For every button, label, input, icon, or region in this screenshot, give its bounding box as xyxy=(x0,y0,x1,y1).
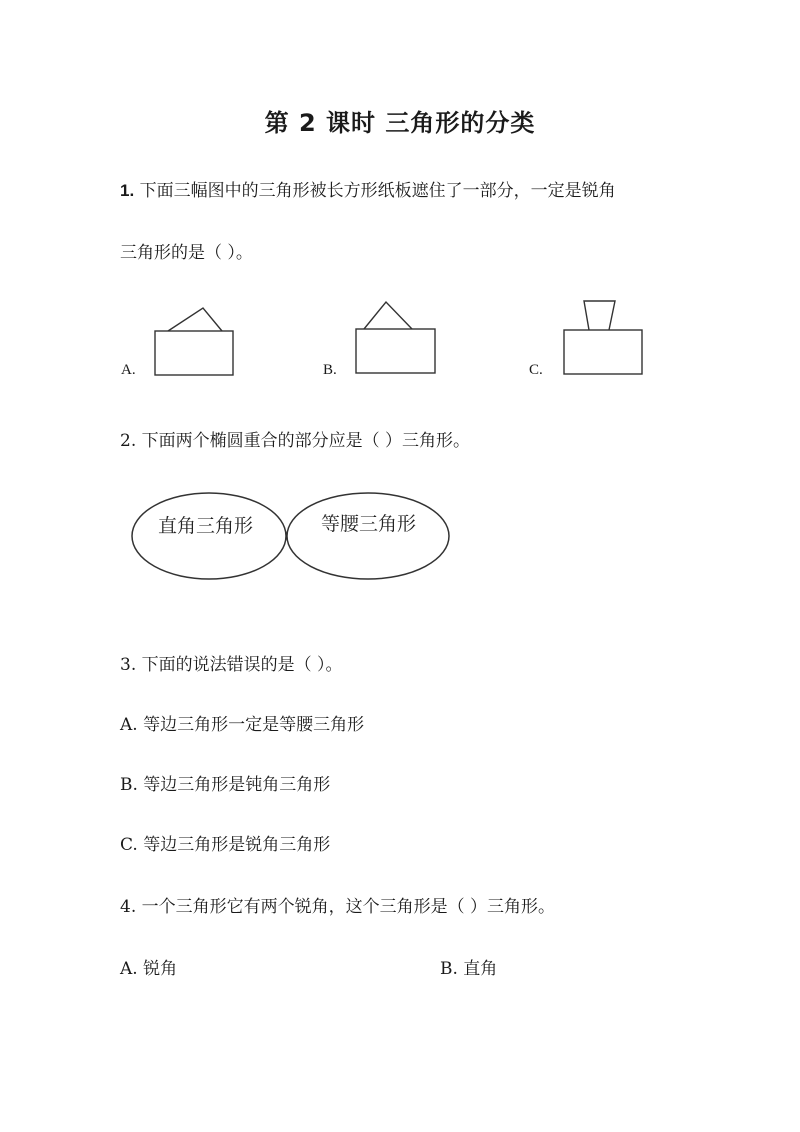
question-2-text: 2. 下面两个椭圆重合的部分应是（ ）三角形。 xyxy=(120,431,471,451)
card-a xyxy=(155,331,233,375)
question-1-line-2: 三角形的是（ ）。 xyxy=(120,243,253,263)
option-c-label: C. xyxy=(529,362,543,378)
question-4-text: 4. 一个三角形它有两个锐角，这个三角形是（ ）三角形。 xyxy=(120,897,556,917)
card-b xyxy=(356,329,435,373)
card-c xyxy=(564,330,642,374)
triangle-c xyxy=(584,301,615,330)
question-4-option-a: A. 锐角 xyxy=(120,959,178,979)
question-3-option-a: A. 等边三角形一定是等腰三角形 xyxy=(120,715,365,735)
question-1-text: 下面三幅图中的三角形被长方形纸板遮住了一部分，一定是锐角 xyxy=(139,181,616,201)
triangle-a xyxy=(168,308,222,331)
venn-diagram xyxy=(128,488,458,588)
page-title: 第 2 课时 三角形的分类 xyxy=(264,109,536,137)
question-3-option-c: C. 等边三角形是锐角三角形 xyxy=(120,835,331,855)
triangle-b xyxy=(364,302,412,329)
option-a-label: A. xyxy=(121,362,136,378)
question-3-option-b: B. 等边三角形是钝角三角形 xyxy=(120,775,331,795)
option-b-label: B. xyxy=(323,362,337,378)
question-4-option-b: B. 直角 xyxy=(440,959,498,979)
figure-b xyxy=(350,296,440,380)
question-1-line-1 xyxy=(120,176,616,201)
right-ellipse xyxy=(287,493,449,579)
question-1-number: 1. xyxy=(120,181,135,200)
figure-a xyxy=(150,300,240,380)
right-ellipse-label: 等腰三角形 xyxy=(321,513,417,535)
figure-c xyxy=(560,296,650,380)
question-3-text: 3. 下面的说法错误的是（ ）。 xyxy=(120,655,343,675)
left-ellipse-label: 直角三角形 xyxy=(158,515,254,537)
